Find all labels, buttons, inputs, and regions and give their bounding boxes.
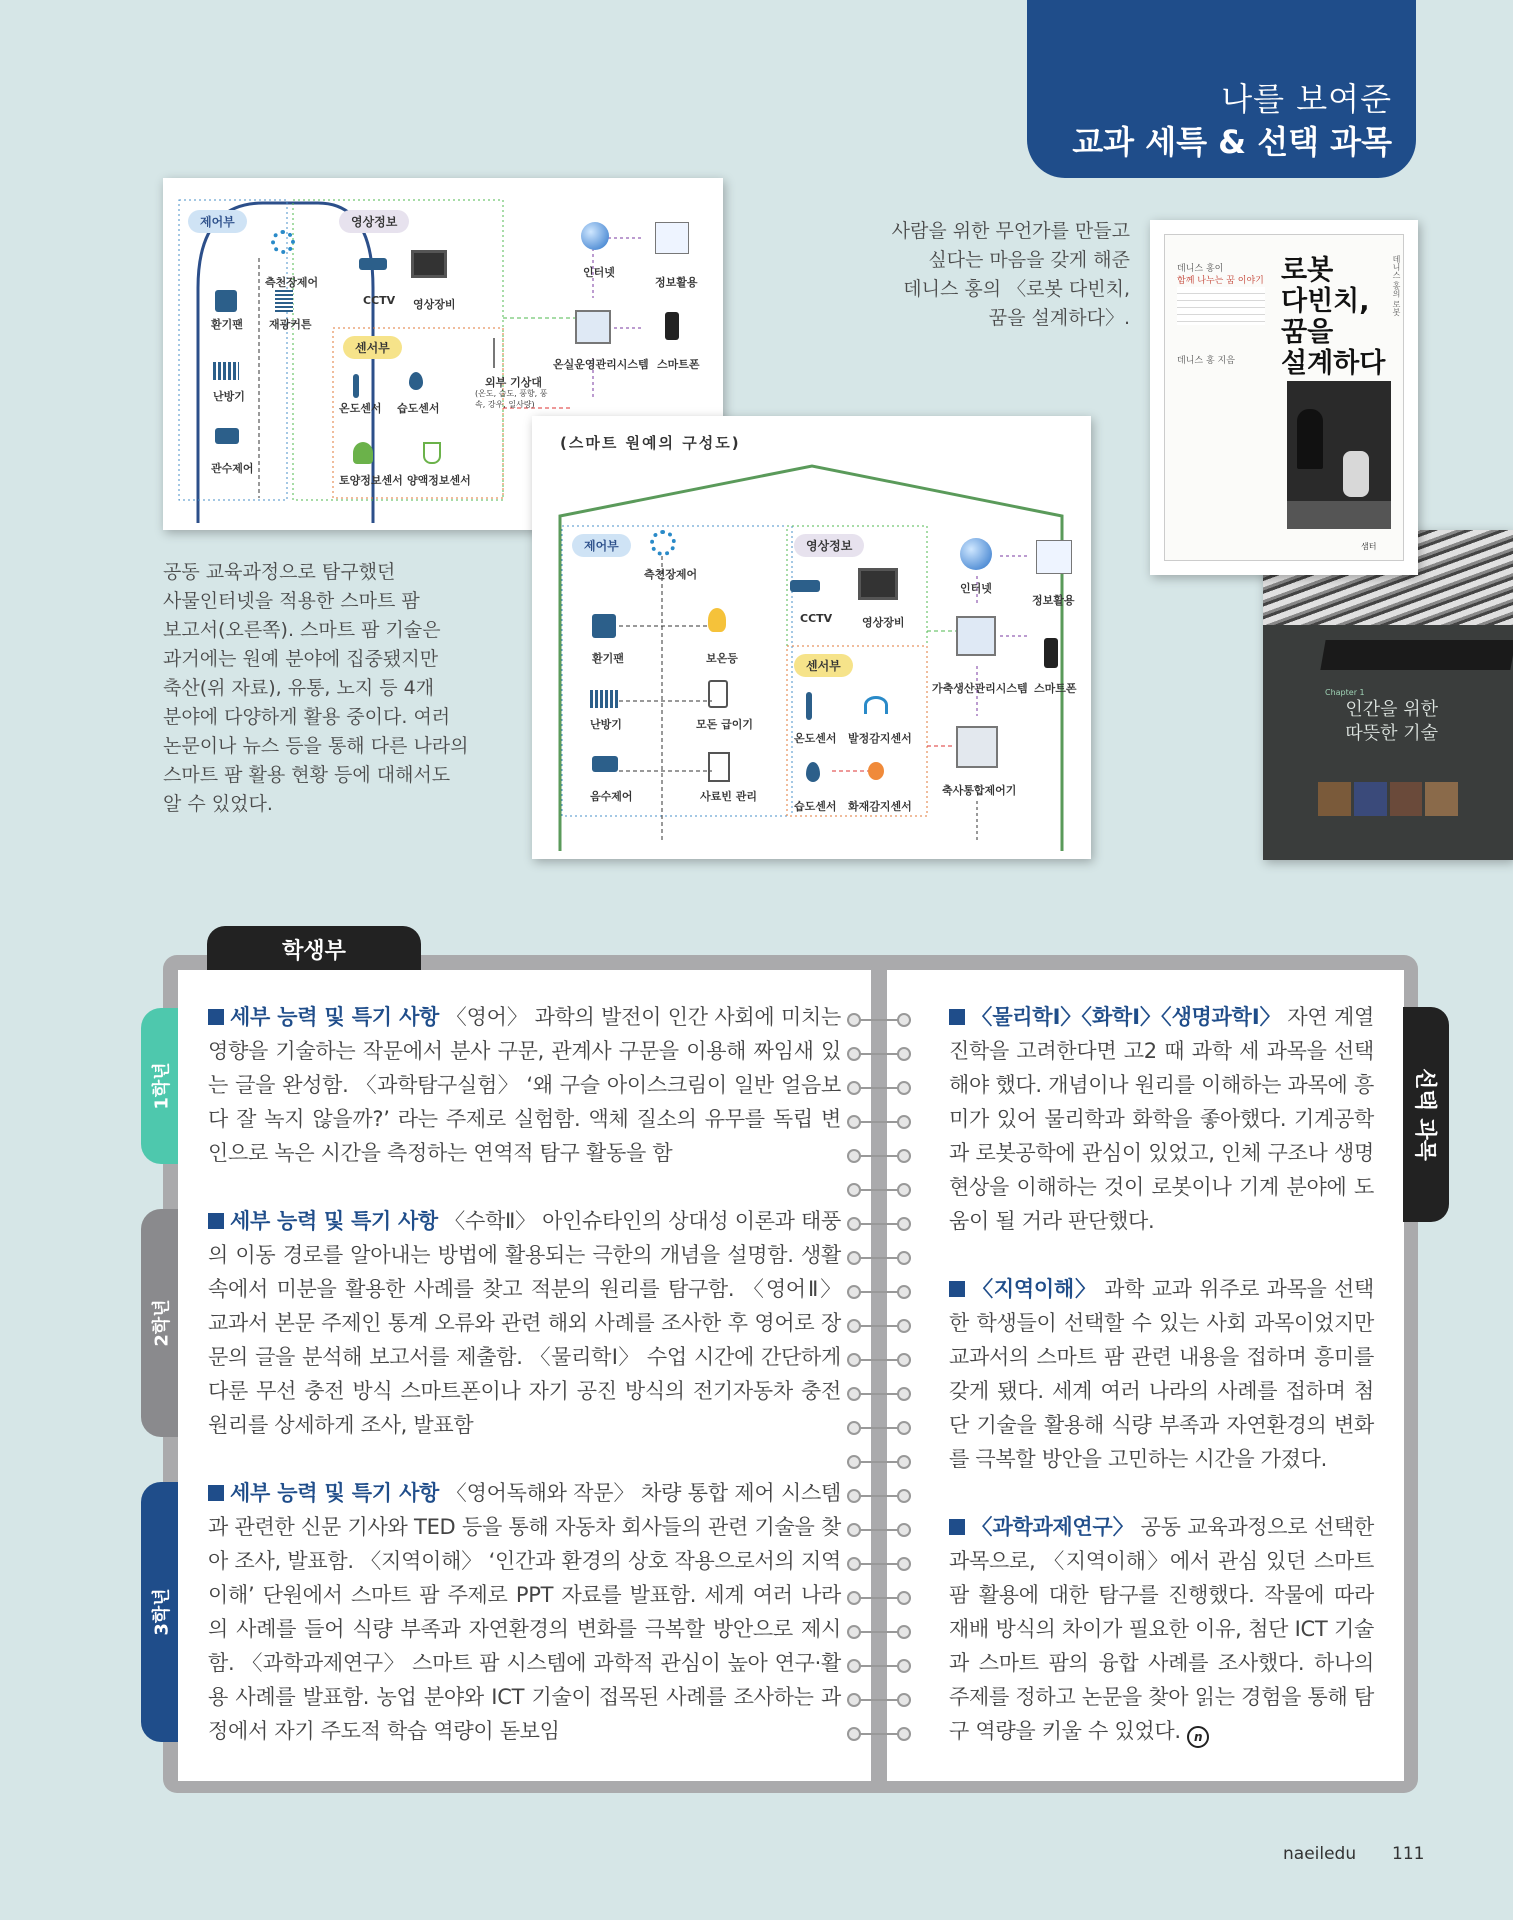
header-sub: 나를 보여준 [1221, 80, 1392, 118]
caption-line: 싶다는 마음을 갖게 해준 [928, 249, 1130, 271]
binding-ring [847, 1047, 911, 1061]
subject-body: 공동 교육과정으로 선택한 과목으로, 〈지역이해〉에서 관심 있던 스마트 팜 활용에 대한 탐구를 진행했다. 작물에 따라 재배 방식의 차이가 필요한 이유, 첨단 ICT 기술과 스마트 팜의 융합 사례를 조사했다. 하나의 주제를 정하고 논문을 찾아 읽는 경험을 통해 탐구 역량을 키울 수 있었다. [949, 1515, 1374, 1743]
book-title-line: 꿈을 [1281, 317, 1334, 348]
record-tab: 학생부 [207, 926, 421, 978]
globe-icon [581, 222, 609, 250]
binding-ring [847, 1013, 911, 1027]
monitor-icon [411, 250, 447, 278]
nutrient-icon [423, 442, 441, 464]
caption-line: 사물인터넷을 적용한 스마트 팜 [163, 590, 420, 612]
feeder-icon [708, 680, 728, 708]
diagram2-label: 난방기 [590, 718, 622, 731]
select-subject-label: 선택 과목 [1411, 1068, 1437, 1161]
fan-icon [215, 290, 237, 312]
diagram1-label: 온도센서 [339, 402, 382, 415]
record-grade1 [208, 1000, 841, 1170]
diagram1-label: 관수제어 [211, 462, 254, 475]
diagram1-label: 환기팬 [211, 318, 243, 331]
record-right-page [887, 970, 1404, 1781]
grade-label: 3학년 [152, 1588, 173, 1636]
caption-line: 논문이나 뉴스 등을 통해 다른 나라의 [163, 735, 469, 757]
gear-icon [271, 230, 295, 254]
phone-icon [665, 312, 679, 340]
section-video: 영상정보 [794, 534, 864, 557]
record-body: 〈영어독해와 작문〉 차량 통합 제어 시스템과 관련한 신문 기사와 TED 등을 통해 자동차 회사들의 관련 기술을 찾아 조사, 발표함. 〈지역이해〉 ‘인간과 환경의 상호 작용으로서의 지역이해’ 단원에서 스마트 팜 주제로 PPT 자료를 발표함. 세계 여러 나라의 사례를 들어 식량 부족과 자연환경의 변화를 극복할 방안으로 제시함. 〈과학과제연구〉 스마트 팜 시스템에 과학적 관심이 높아 연구·활용 사례를 발표함. 농업 분야와 ICT 기술이 접목된 사례를 조사하는 과정에서 자기 주도적 학습 역량이 돋보임 [208, 1481, 841, 1743]
diagram2-label: 측천장제어 [644, 568, 698, 581]
record-heading: 세부 능력 및 특기 사항 [230, 1481, 440, 1505]
globe-icon [960, 538, 992, 570]
binding-ring [847, 1557, 911, 1571]
book-blurb [1177, 287, 1265, 325]
section-sensor: 센서부 [794, 654, 853, 677]
square-bullet-icon [949, 1519, 965, 1535]
diagram2-label: 음수제어 [590, 790, 633, 803]
binding-ring [847, 1455, 911, 1469]
diagram1-label: 인터넷 [583, 266, 615, 279]
section-control: 제어부 [188, 210, 247, 233]
diagram1-label: 양액정보센서 [407, 474, 471, 487]
book-title-line: 로봇 [1281, 255, 1334, 286]
select-subject-tab [1403, 1007, 1449, 1222]
binding-ring [847, 1285, 911, 1299]
binding-ring [847, 1251, 911, 1265]
chapter-title [1318, 698, 1438, 746]
book-subtitle: 함께 나누는 꿈 이야기 [1177, 276, 1264, 286]
binding-ring [847, 1523, 911, 1537]
record-body: 〈수학Ⅱ〉 아인슈타인의 상대성 이론과 태풍의 이동 경로를 알아내는 방법에 활용되는 극한의 개념을 설명함. 생활 속에서 미분을 활용한 사례를 찾고 적분의 원리를 탐구함. 〈영어Ⅱ〉 교과서 본문 주제인 통계 오류와 관련 해외 사례를 조사한 후 영어로 장문의 글을 분석해 보고서를 제출함. 〈물리학Ⅰ〉 수업 시간에 간단하게 다룬 무선 충전 방식 스마트폰이나 자기 공진 방식의 전기자동차 충전 원리를 상세하게 조사, 발표함 [208, 1209, 842, 1437]
end-mark-icon: n [1187, 1726, 1209, 1748]
record-body: 〈영어〉 과학의 발전이 인간 사회에 미치는 영향을 기술하는 작문에서 분사 구문, 관계사 구문을 이용해 짜임새 있는 글을 완성함. 〈과학탐구실험〉 ‘왜 구슬 아이스크림이 일반 얼음보다 잘 녹지 않을까?’ 라는 주제로 실험함. 액체 질소의 유무를 독립 변인으로 녹은 시간을 측정하는 연역적 탐구 활동을 함 [208, 1005, 841, 1165]
diagram1-label: 측천장제어 [265, 276, 319, 289]
square-bullet-icon [949, 1009, 965, 1025]
diagram2-label: 스마트폰 [1034, 682, 1077, 695]
caption-line: 알 수 있었다. [163, 793, 273, 815]
binding-ring [847, 1625, 911, 1639]
binding-ring [847, 1387, 911, 1401]
diagram2-label: 사료빈 관리 [700, 790, 757, 803]
caption-line: 과거에는 원예 분야에 집중됐지만 [163, 648, 439, 670]
caption-line: 스마트 팜 활용 현황 등에 대해서도 [163, 764, 451, 786]
system-icon [956, 616, 996, 656]
binding-ring [847, 1217, 911, 1231]
subject-science [949, 1000, 1374, 1238]
diagram2-label: CCTV [800, 612, 833, 625]
square-bullet-icon [208, 1213, 224, 1229]
binding-ring [847, 1149, 911, 1163]
monitor-icon [858, 568, 898, 600]
diagram1-label: (온도, 습도, 풍향, 풍속, 강우, 일사량) [475, 389, 548, 409]
subject-heading: 〈과학과제연구〉 [971, 1515, 1134, 1539]
chapter-label: Chapter 1 [1325, 688, 1365, 697]
subject-heading: 〈물리학Ⅰ〉〈화학Ⅰ〉〈생명과학Ⅰ〉 [971, 1005, 1281, 1029]
subject-regional [949, 1272, 1374, 1476]
book-cover [1150, 220, 1418, 575]
binding-ring [847, 1319, 911, 1333]
binding-ring [847, 1591, 911, 1605]
photo-thumb [1425, 782, 1458, 816]
thermometer-icon [806, 692, 812, 720]
book-band [1320, 640, 1513, 670]
subject-heading: 〈지역이해〉 [971, 1277, 1097, 1301]
subject-body: 과학 교과 위주로 과목을 선택한 학생들이 선택할 수 있는 사회 과목이었지만 교과서의 스마트 팜 관련 내용을 접하며 흥미를 갖게 됐다. 세계 여러 나라의 사례를 접하며 첨단 기술을 활용해 식량 부족과 자연환경의 변화를 극복할 방안을 고민하는 시간을 가졌다. [949, 1277, 1374, 1471]
section-control: 제어부 [572, 534, 631, 557]
caption-line: 분야에 다양하게 활용 중이다. 여러 [163, 706, 451, 728]
bulb-icon [708, 608, 726, 632]
diagram1-label: 재광커튼 [269, 318, 312, 331]
diagram2-label: 영상장비 [862, 616, 905, 629]
fan-icon [592, 614, 616, 638]
diagram1-label: 습도센서 [397, 402, 440, 415]
caption-line: 공동 교육과정으로 탐구했던 [163, 561, 396, 583]
book-author: 데니스 홍 지음 [1177, 356, 1235, 366]
photo-thumb [1318, 782, 1351, 816]
heater-icon [213, 362, 239, 380]
thermometer-icon [353, 374, 359, 398]
curtain-icon [275, 290, 293, 312]
square-bullet-icon [949, 1281, 965, 1297]
book-front [1164, 234, 1404, 561]
book-author-top: 데니스 홍이 [1177, 264, 1224, 274]
info-icon [655, 222, 689, 254]
grade-1-tab [141, 1008, 181, 1164]
info-icon [1036, 540, 1072, 574]
diagram2-label: 보온등 [706, 652, 738, 665]
chapter-title-line: 따뜻한 기술 [1345, 723, 1438, 744]
caption-line: 보고서(오른쪽). 스마트 팜 기술은 [163, 619, 441, 641]
book-title [1281, 255, 1385, 379]
subject-body: 자연 계열 진학을 고려한다면 고2 때 과학 세 과목을 선택해야 했다. 개념이나 원리를 이해하는 과목에 흥미가 있어 물리학과 화학을 좋아했다. 기계공학과 로봇공학에 관심이 있었고, 인체 구조나 생명 현상을 이해하는 것이 로봇이나 기계 분야에 도움이 될 거라 판단했다. [949, 1005, 1374, 1233]
caption-line: 데니스 홍의 〈로봇 다빈치, [903, 278, 1130, 300]
diagram2-label: 온도센서 [794, 732, 837, 745]
record-heading: 세부 능력 및 특기 사항 [230, 1209, 438, 1233]
header-main: 교과 세특 & 선택 과목 [1072, 123, 1392, 161]
drop-icon [806, 762, 820, 782]
chapter-title-line: 인간을 위한 [1345, 699, 1438, 720]
diagram2-title: (스마트 원예의 구성도) [560, 434, 741, 452]
photo-thumb [1354, 782, 1387, 816]
diagram1-label: 스마트폰 [657, 358, 700, 371]
binding-ring [847, 1489, 911, 1503]
robot-figure [1343, 451, 1369, 497]
binding-ring [847, 1081, 911, 1095]
weather-station-icon [493, 338, 507, 368]
soil-icon [353, 442, 373, 464]
cctv-icon [359, 258, 387, 270]
caption-line: 사람을 위한 무언가를 만들고 [891, 220, 1130, 242]
diagram2-label: 습도센서 [794, 800, 837, 813]
section-video: 영상정보 [339, 210, 409, 233]
grade-label: 1학년 [152, 1062, 173, 1110]
binding-ring [847, 1693, 911, 1707]
square-bullet-icon [208, 1485, 224, 1501]
record-grade2 [208, 1204, 841, 1442]
grade-label: 2학년 [152, 1299, 173, 1347]
caption-line: 축산(위 자료), 유통, 노지 등 4개 [163, 677, 435, 699]
signal-icon [864, 696, 888, 714]
water-icon [592, 756, 618, 772]
binding-ring [847, 1183, 911, 1197]
fire-icon [868, 762, 884, 780]
phone-icon [1044, 638, 1058, 668]
cctv-icon [790, 580, 820, 592]
binding-ring [847, 1421, 911, 1435]
record-grade3 [208, 1476, 841, 1748]
book-cover-photo [1287, 381, 1391, 529]
book-chapter-page [1263, 530, 1513, 860]
feed-bin-icon [708, 752, 730, 782]
record-heading: 세부 능력 및 특기 사항 [230, 1005, 440, 1029]
photo-thumb [1390, 782, 1423, 816]
grade-3-tab [141, 1482, 181, 1742]
diagram1-label: 영상장비 [413, 298, 456, 311]
book-spine-text: 데니스 홍의 로봇 [1392, 255, 1401, 317]
drop-icon [409, 372, 423, 390]
stage-floor [1287, 501, 1391, 529]
grade-2-tab [141, 1209, 181, 1437]
diagram2-label: 인터넷 [960, 582, 992, 595]
diagram1-label: 난방기 [213, 390, 245, 403]
subject-research [949, 1510, 1374, 1748]
caption-right [860, 217, 1130, 333]
diagram2-label: 발정감지센서 [848, 732, 912, 745]
diagram1-label: 외부 기상대 [485, 376, 542, 389]
binding-ring [847, 1115, 911, 1129]
square-bullet-icon [208, 1009, 224, 1025]
diagram1-label: 정보활용 [655, 276, 698, 289]
diagram2-label: 화재감지센서 [848, 800, 912, 813]
section-sensor: 센서부 [343, 336, 402, 359]
diagram-horticulture [532, 416, 1091, 859]
photo-strip [1318, 782, 1458, 816]
section-header [1027, 0, 1416, 178]
diagram2-label: 환기팬 [592, 652, 624, 665]
caption-left [163, 558, 493, 819]
heater-icon [590, 690, 618, 708]
book-title-line: 다빈치, [1281, 286, 1370, 317]
record-left-page [178, 970, 871, 1781]
person-figure [1297, 409, 1323, 469]
system-icon [575, 310, 611, 344]
gear-icon [650, 530, 676, 556]
footer-brand: naeiledu [1283, 1844, 1357, 1864]
diagram2-label: 모돈 급이기 [696, 718, 753, 731]
diagram2-label: 가축생산관리시스템 [932, 682, 1028, 695]
water-icon [215, 428, 239, 444]
book-title-line: 설계하다 [1281, 348, 1386, 379]
diagram1-label: CCTV [363, 294, 396, 307]
diagram2-label: 정보활용 [1032, 594, 1075, 607]
caption-line: 꿈을 설계하다〉. [988, 307, 1130, 329]
book-publisher: 샘터 [1361, 542, 1377, 551]
diagram2-label: 축사통합제어기 [942, 784, 1017, 797]
binding-ring [847, 1353, 911, 1367]
binding-ring [847, 1727, 911, 1741]
controller-icon [956, 726, 998, 768]
page-number: 111 [1392, 1844, 1425, 1864]
diagram1-label: 온실운영관리시스템 [553, 358, 649, 371]
diagram1-label: 토양정보센서 [339, 474, 403, 487]
binding-ring [847, 1659, 911, 1673]
